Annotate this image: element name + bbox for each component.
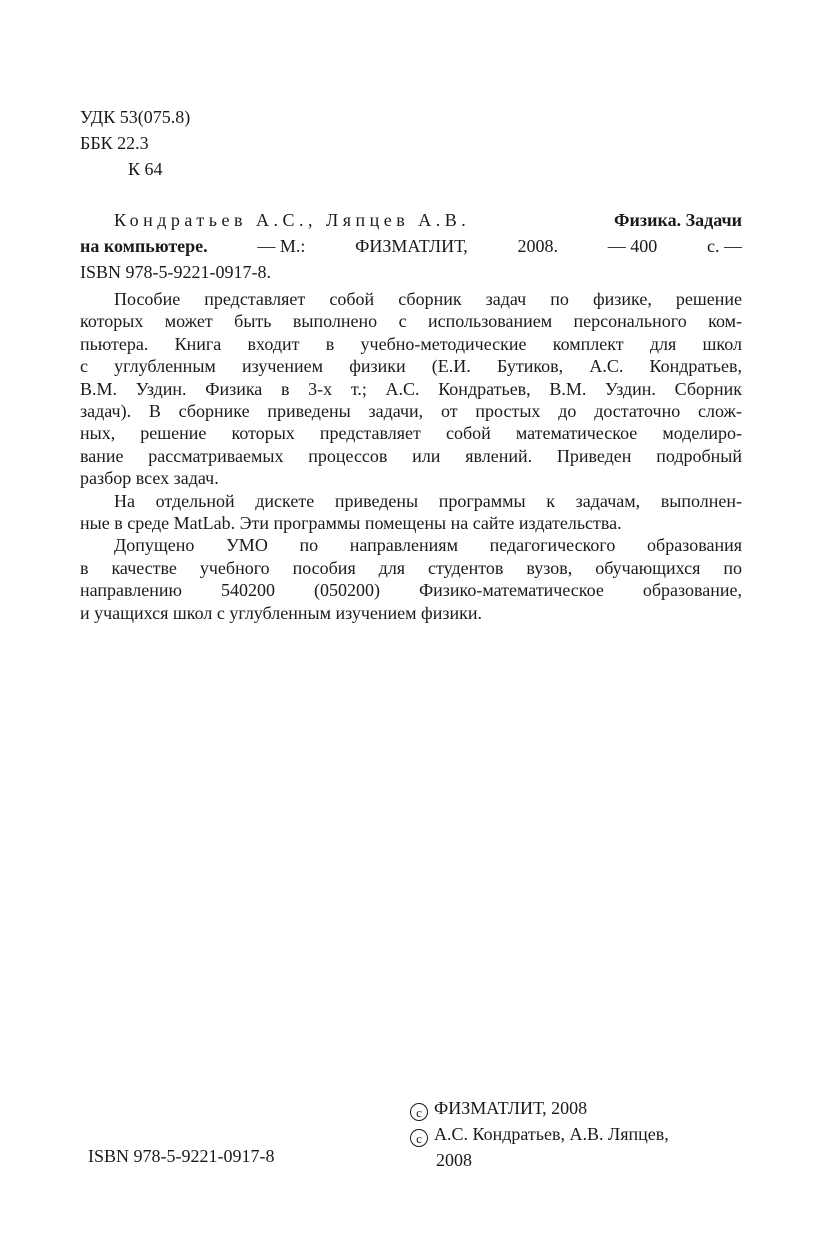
abstract-line: разбор всех задач. xyxy=(80,468,219,489)
biblio-line-2 xyxy=(80,233,742,259)
author-mark: К 64 xyxy=(128,159,163,179)
abstract-line: с углубленным изучением физики (Е.И. Бутиков, А.С. Кондратьев, xyxy=(80,356,742,377)
abstract-line: Пособие представляет собой сборник задач по физике, решение xyxy=(114,289,742,309)
abstract-text xyxy=(80,288,742,624)
copyright-block xyxy=(410,1095,669,1173)
copyright-icon: c xyxy=(410,1129,428,1147)
abstract-line: ные в среде MatLab. Эти программы помещены на сайте издательства. xyxy=(80,513,622,534)
abstract-line: Допущено УМО по направлениям педагогического образования xyxy=(114,535,742,556)
biblio-isbn: ISBN 978-5-9221-0917-8. xyxy=(80,262,271,282)
publisher-word-2: ФИЗМАТЛИТ, xyxy=(355,236,468,256)
abstract-line: задач). В сборнике приведены задачи, от простых до достаточно слож- xyxy=(80,401,742,422)
footer-isbn: ISBN 978-5-9221-0917-8 xyxy=(88,1146,275,1166)
book-title-part2: на компьютере. xyxy=(80,236,208,256)
copyright-authors-text: А.С. Кондратьев, А.В. Ляпцев, xyxy=(434,1124,669,1144)
abstract-line: На отдельной дискете приведены программы к задачам, выполнен- xyxy=(114,490,742,511)
copyright-year: 2008 xyxy=(436,1150,472,1170)
copyright-icon: c xyxy=(410,1103,428,1121)
bbk-code: ББК 22.3 xyxy=(80,133,149,153)
abstract-line: ных, решение которых представляет собой математическое моделиро- xyxy=(80,423,742,444)
abstract-line: в качестве учебного пособия для студентов вузов, обучающихся по xyxy=(80,557,742,578)
abstract-line: которых может быть выполнено с использованием персонального ком- xyxy=(80,311,742,332)
classification-block xyxy=(80,104,190,182)
abstract-line: пьютера. Книга входит в учебно-методические комплект для школ xyxy=(80,333,742,354)
udk-code: УДК 53(075.8) xyxy=(80,107,191,127)
publisher-word-5: с. — xyxy=(706,236,742,256)
abstract-line: В.М. Уздин. Физика в 3-х т.; А.С. Кондратьев, В.М. Уздин. Сборник xyxy=(80,378,742,399)
publisher-word-4: — 400 xyxy=(607,236,658,256)
abstract-line: и учащихся школ с углубленным изучением физики. xyxy=(80,602,482,623)
biblio-line-1 xyxy=(80,207,742,233)
bibliographic-description xyxy=(80,207,742,285)
publisher-word-3: 2008. xyxy=(517,236,559,256)
authors: Кондратьев А.С., Ляпцев А.В. xyxy=(114,210,471,230)
abstract-line: вание рассматриваемых процессов или явлений. Приведен подробный xyxy=(80,445,742,466)
book-title-part1: Физика. Задачи xyxy=(614,210,742,230)
copyright-publisher xyxy=(410,1095,669,1121)
copyright-publisher-text: ФИЗМАТЛИТ, 2008 xyxy=(434,1098,588,1118)
publisher-word-1: — М.: xyxy=(257,236,306,256)
abstract-line: направлению 540200 (050200) Физико-математическое образование, xyxy=(80,580,742,601)
copyright-authors xyxy=(410,1121,669,1147)
